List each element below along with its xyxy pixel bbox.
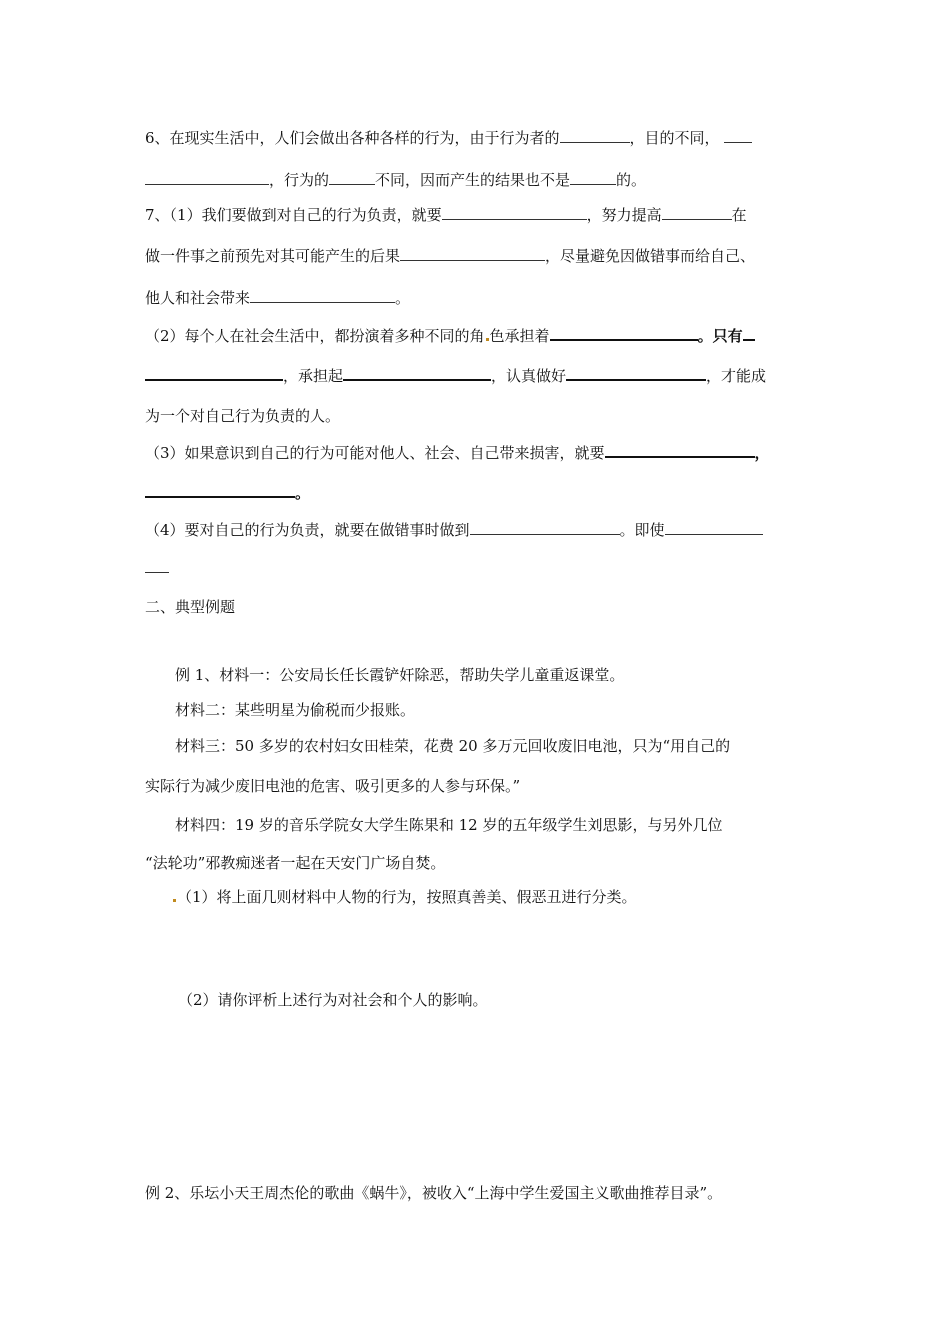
answer-blank [662, 205, 732, 220]
ex1-material-2: 材料二：某些明星为偷税而少报账。 [175, 701, 416, 719]
q6-text: 的。 [616, 171, 647, 189]
q7-text: 为一个对自己行为负责的人。 [145, 407, 341, 425]
answer-blank [743, 325, 755, 341]
q7-p1-line-2 [145, 246, 755, 266]
q7-text: ，尽量避免因做错事而给自己、 [545, 247, 756, 265]
q6-text: ，行为的 [269, 171, 330, 189]
ex1-material-4-line-1: 材料四：19 岁的音乐学院女大学生陈果和 12 岁的五年级学生刘思影，与另外几位 [175, 816, 723, 834]
answer-blank [145, 482, 295, 498]
q6-line-2 [145, 170, 646, 190]
answer-blank [145, 558, 169, 573]
q7-text: ，才能成 [706, 367, 767, 385]
ex1-question-1 [172, 887, 637, 907]
answer-blank [250, 288, 395, 303]
answer-blank [724, 128, 752, 143]
q7-p3-line-1 [145, 442, 770, 463]
answer-blank [343, 365, 491, 381]
ex1-material-4-line-2: “法轮功”邪教痴迷者一起在天安门广场自焚。 [145, 854, 446, 872]
answer-blank [566, 365, 706, 381]
answer-blank [442, 205, 587, 220]
q7-text: 。即使 [619, 521, 665, 539]
q7-text: （4）要对自己的行为负责，就要在做错事时做到 [145, 521, 470, 539]
q7-p2-line-2 [145, 365, 766, 386]
q7-text: 色承担着 [489, 327, 550, 345]
q7-text: 。 [295, 484, 311, 502]
answer-blank [550, 325, 698, 341]
q7-p4-line-2 [145, 558, 169, 578]
answer-blank [605, 442, 755, 458]
q7-p4-line-1 [145, 520, 763, 540]
answer-blank [145, 170, 269, 185]
ex1-question-2: （2）请你评析上述行为对社会和个人的影响。 [178, 991, 488, 1009]
q7-text: （3）如果意识到自己的行为可能对他人、社会、自己带来损害，就要 [145, 444, 605, 462]
answer-blank [560, 128, 630, 143]
q7-text: 做一件事之前预先对其可能产生的后果 [145, 247, 401, 265]
q7-text: 在 [731, 206, 747, 224]
q7-text: 他人和社会带来 [145, 289, 251, 307]
q7-text: 。 [395, 289, 411, 307]
q6-text: 6、在现实生活中，人们会做出各种各样的行为，由于行为者的 [145, 129, 560, 147]
q7-text: ，认真做好 [491, 367, 567, 385]
ex1-question-1-text: （1）将上面几则材料中人物的行为，按照真善美、假恶丑进行分类。 [177, 888, 637, 906]
q7-text: 7、（1）我们要做到对自己的行为负责，就要 [145, 206, 442, 224]
ex1-material-3-line-1: 材料三：50 多岁的农村妇女田桂荣，花费 20 多万元回收废旧电池，只为“用自己的 [175, 737, 731, 755]
section-title: 二、典型例题 [145, 598, 236, 616]
ex1-material-3-line-2: 实际行为减少废旧电池的危害、吸引更多的人参与环保。” [145, 777, 521, 795]
answer-blank [400, 246, 545, 261]
q7-p1-line-3 [145, 288, 410, 308]
q7-text: （2）每个人在社会生活中，都扮演着多种不同的角 [145, 327, 485, 345]
q7-p2-line-3 [145, 406, 340, 426]
q7-text: 。只有 [697, 327, 743, 345]
q7-text: ，承担起 [283, 367, 344, 385]
q7-p3-line-2 [145, 482, 310, 503]
q6-text: ，目的不同， [629, 129, 720, 147]
ex1-material-1: 例 1、材料一：公安局长任长霞铲奸除恶，帮助失学儿童重返课堂。 [175, 666, 625, 684]
q7-text: ，努力提高 [586, 206, 662, 224]
q6-line-1 [145, 128, 752, 148]
answer-blank [470, 520, 620, 535]
q7-p1-line-1 [145, 205, 747, 225]
answer-blank [665, 520, 763, 535]
answer-blank [570, 170, 616, 185]
ex2-text: 例 2、乐坛小天王周杰伦的歌曲《蜗牛》，被收入“上海中学生爱国主义歌曲推荐目录”。 [145, 1184, 723, 1202]
mark-dot [486, 338, 489, 341]
mark-dot [173, 899, 176, 902]
answer-blank [329, 170, 375, 185]
q7-text: ， [754, 444, 770, 462]
q7-p2-line-1 [145, 325, 755, 346]
answer-blank [145, 365, 283, 381]
q6-text: 不同，因而产生的结果也不是 [375, 171, 571, 189]
